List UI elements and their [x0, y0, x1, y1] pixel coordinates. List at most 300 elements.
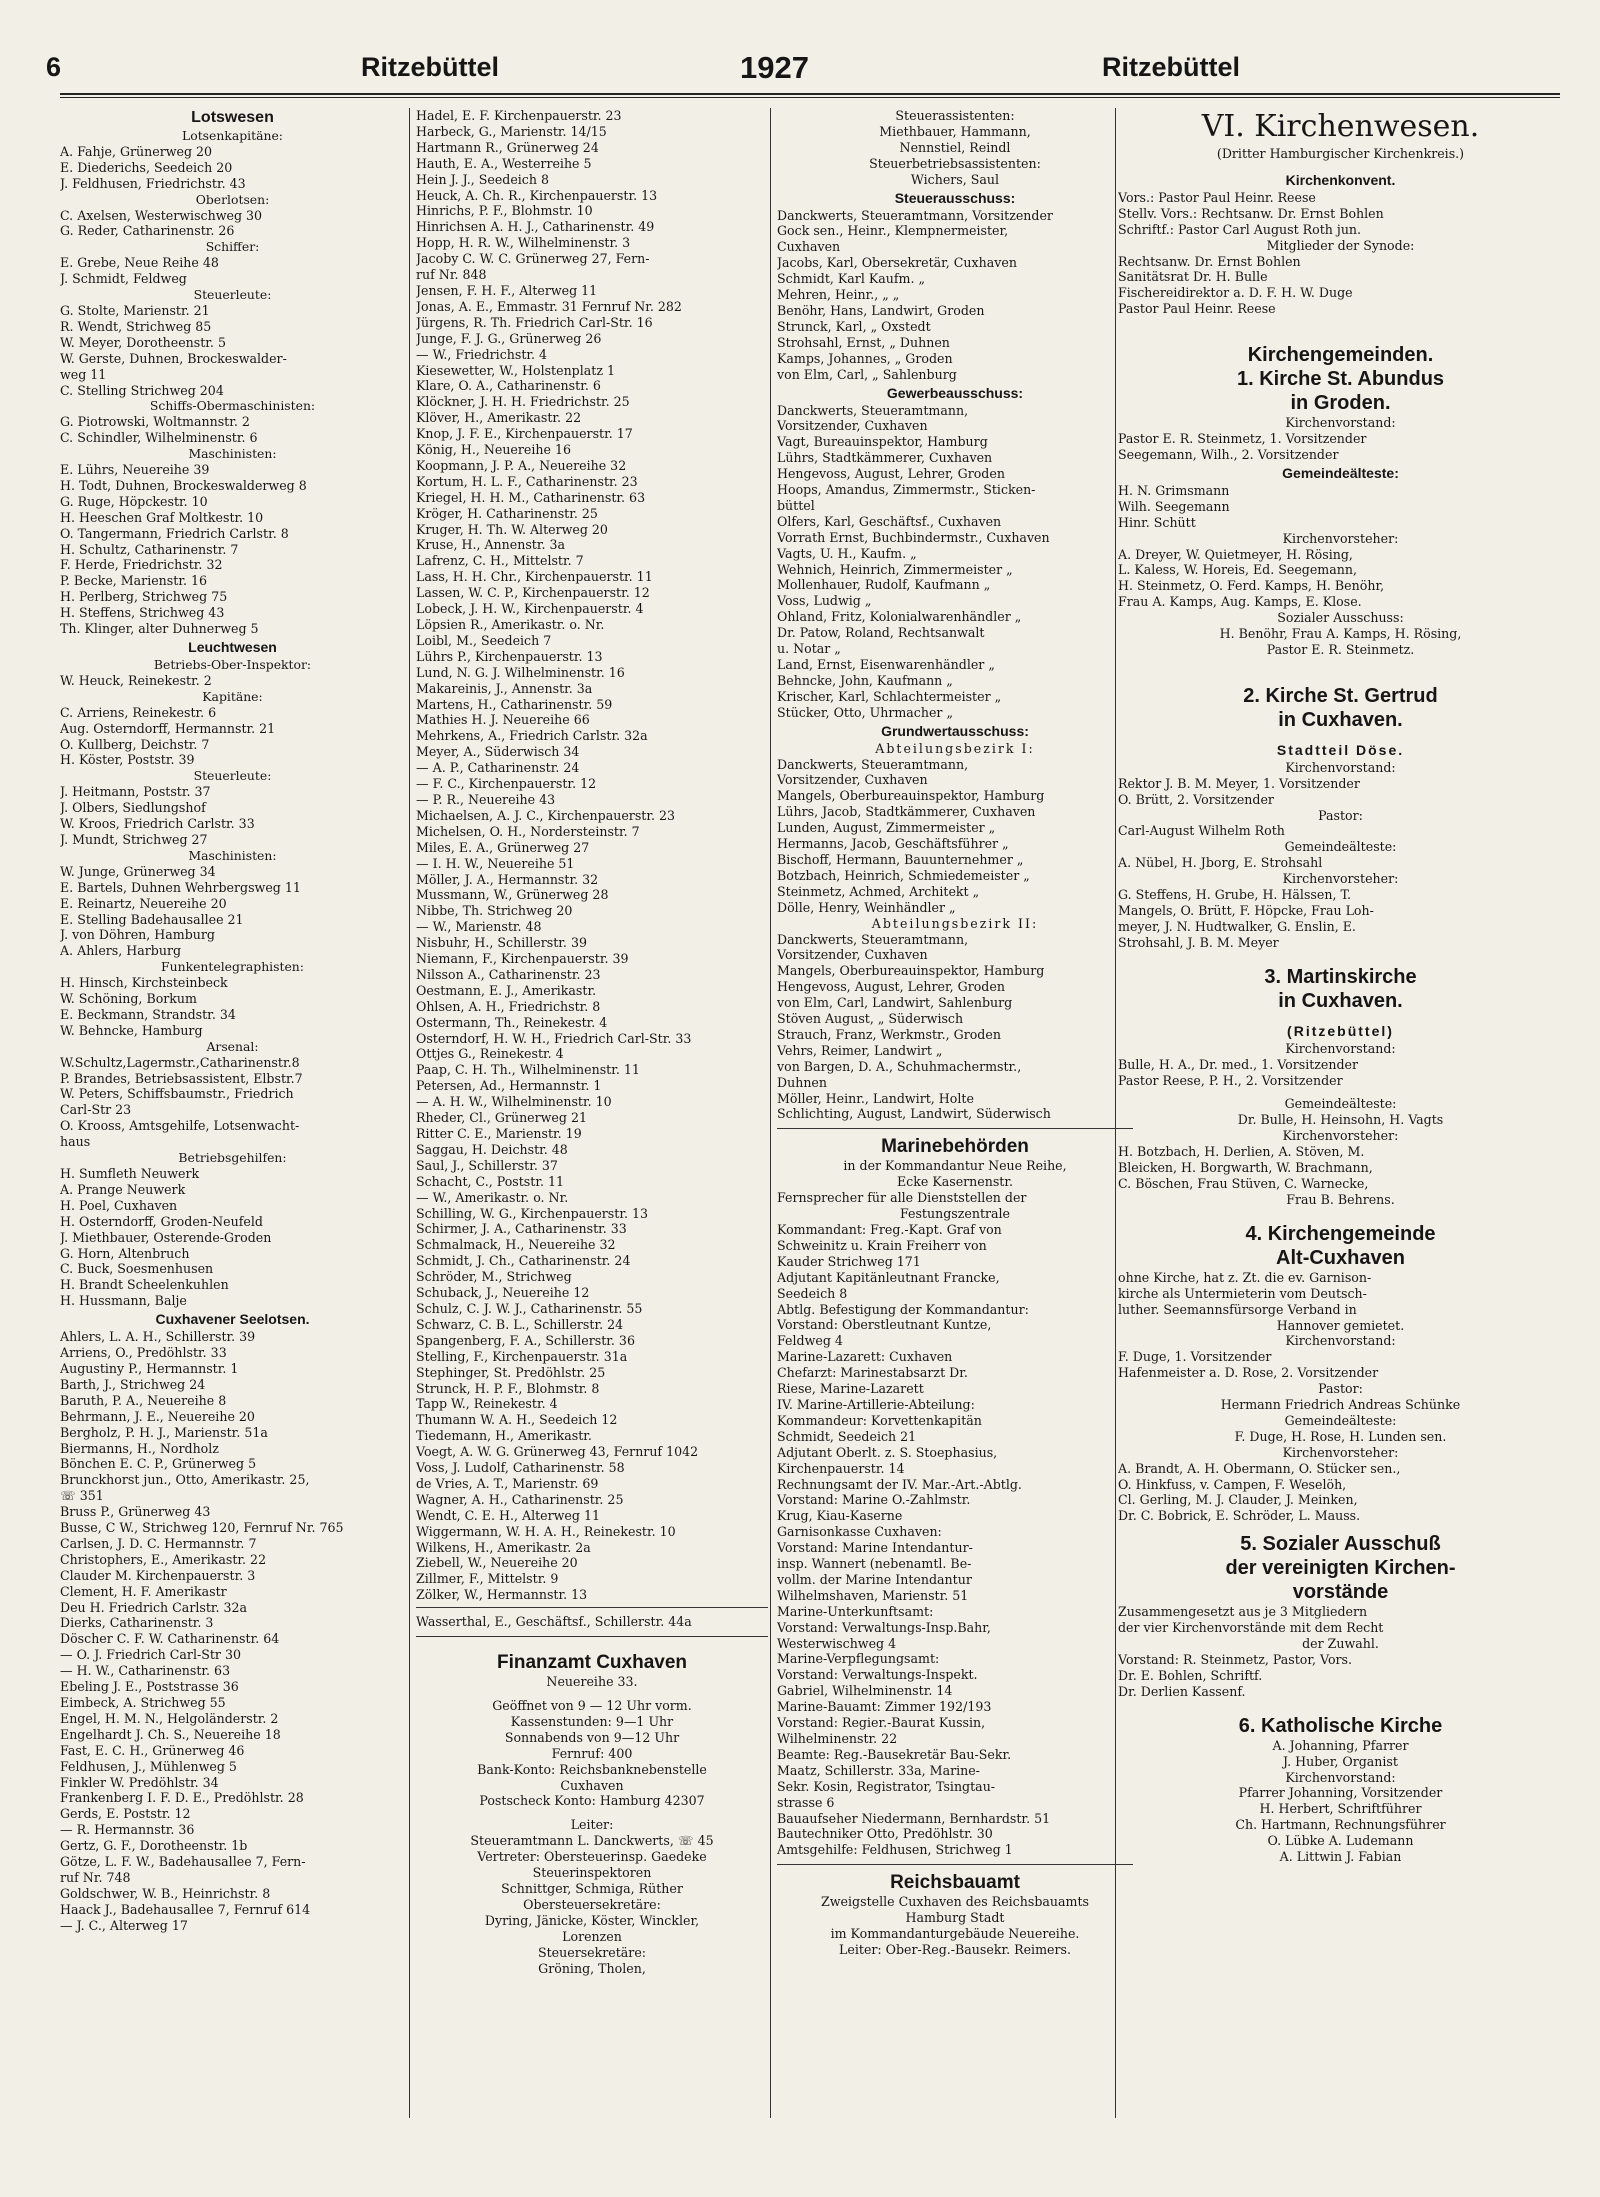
entry-line: W. Meyer, Dorotheenstr. 5: [60, 334, 226, 350]
entry-line: Lund, N. G. J. Wilhelminenstr. 16: [416, 664, 625, 680]
entry-line: Bleicken, H. Borgwarth, W. Brachmann,: [1118, 1160, 1373, 1176]
entry-line: insp. Wannert (nebenamtl. Be-: [777, 1556, 972, 1572]
section-heading: Finanzamt Cuxhaven: [496, 1652, 688, 1674]
entry-line: Bank-Konto: Reichsbanknebenstelle: [477, 1761, 707, 1777]
entry-line: Pastor E. R. Steinmetz, 1. Vorsitzender: [1118, 431, 1367, 447]
entry-line: Steueramtmann L. Danckwerts, ☏ 45: [470, 1833, 714, 1849]
entry-line: Vorsitzender, Cuxhaven: [777, 772, 928, 788]
entry-line: Heuck, A. Ch. R., Kirchenpauerstr. 13: [416, 187, 658, 203]
entry-line: Dyring, Jänicke, Köster, Winckler,: [484, 1912, 700, 1928]
entry-line: Michelsen, O. H., Nordersteinstr. 7: [416, 823, 640, 839]
entry-line: Miles, E. A., Grünerweg 27: [416, 839, 590, 855]
entry-line: H. Sumfleth Neuwerk: [60, 1166, 200, 1181]
entry-line: Schwarz, C. B. L., Schillerstr. 24: [416, 1316, 624, 1332]
entry-line: Rheder, Cl., Grünerweg 21: [416, 1110, 587, 1126]
entry-line: Michaelsen, A. J. C., Kirchenpauerstr. 23: [416, 807, 676, 823]
entry-line: E. Grebe, Neue Reihe 48: [60, 255, 219, 271]
entry-line: H. Hussmann, Balje: [60, 1293, 187, 1309]
entry-line: Kiesewetter, W., Holstenplatz 1: [416, 362, 615, 378]
entry-line: Engel, H. M. N., Helgoländerstr. 2: [60, 1710, 279, 1726]
entry-line: Christophers, E., Amerikastr. 22: [60, 1551, 267, 1567]
entry-line: Pastor:: [1318, 807, 1363, 823]
entry-line: J. Schmidt, Feldweg: [60, 271, 187, 287]
entry-line: Kirchenvorsteher:: [1282, 530, 1399, 546]
entry-line: Ziebell, W., Neuereihe 20: [416, 1555, 578, 1571]
entry-line: W. Heuck, Reinekestr. 2: [60, 672, 212, 688]
section-heading: Gewerbeausschuss:: [886, 384, 1024, 401]
section-heading: Alt-Cuxhaven: [1276, 1246, 1405, 1269]
entry-line: Pastor Paul Heinr. Reese: [1118, 301, 1276, 317]
entry-line: ruf Nr. 848: [416, 267, 487, 283]
entry-line: Riese, Marine-Lazarett: [777, 1381, 924, 1397]
section-heading: Stadtteil Döse.: [1276, 741, 1405, 758]
entry-line: Lührs, Jacob, Stadtkämmerer, Cuxhaven: [777, 804, 1036, 820]
entry-line: H. Perlberg, Strichweg 75: [60, 589, 228, 605]
entry-line: Sozialer Ausschuss:: [1277, 610, 1404, 626]
entry-line: Neuereihe 33.: [546, 1674, 638, 1690]
entry-line: Cl. Gerling, M. J. Clauder, J. Meinken,: [1118, 1492, 1358, 1508]
entry-line: Marine-Unterkunftsamt:: [777, 1603, 934, 1619]
entry-line: Brunckhorst jun., Otto, Amerikastr. 25,: [60, 1472, 310, 1488]
section-heading: Grundwertausschuss:: [881, 722, 1029, 739]
entry-line: Adjutant Kapitänleutnant Francke,: [777, 1269, 1000, 1285]
subheading: Kapitäne:: [202, 688, 263, 704]
entry-line: — W., Marienstr. 48: [416, 919, 542, 935]
entry-line: Gemeindeälteste:: [1284, 839, 1397, 855]
entry-line: P. Becke, Marienstr. 16: [60, 573, 207, 589]
entry-line: Tiedemann, H., Amerikastr.: [416, 1428, 592, 1444]
entry-line: Maatz, Schillerstr. 33a, Marine-: [777, 1762, 980, 1778]
entry-line: Carlsen, J. D. C. Hermannstr. 7: [60, 1535, 257, 1551]
entry-line: Stelling, F., Kirchenpauerstr. 31a: [416, 1348, 628, 1364]
entry-line: Obersteuersekretäre:: [523, 1896, 661, 1912]
spacer: [1118, 1700, 1563, 1714]
entry-line: Koopmann, J. P. A., Neuereihe 32: [416, 457, 627, 473]
entry-line: Hinrichsen A. H. J., Catharinenstr. 49: [416, 219, 655, 235]
entry-line: Lobeck, J. H. W., Kirchenpauerstr. 4: [416, 601, 644, 617]
entry-line: Vorstand: R. Steinmetz, Pastor, Vors.: [1118, 1652, 1353, 1667]
entry-line: Kirchenvorstand:: [1285, 1333, 1396, 1349]
entry-line: O. Hinkfuss, v. Campen, F. Weselöh,: [1118, 1476, 1347, 1492]
entry-line: P. Brandes, Betriebsassistent, Elbstr.7: [60, 1070, 303, 1086]
entry-line: Vagt, Bureauinspektor, Hamburg: [777, 434, 988, 450]
entry-line: F. Duge, 1. Vorsitzender: [1118, 1349, 1272, 1365]
entry-line: Behrmann, J. E., Neuereihe 20: [60, 1408, 255, 1424]
entry-line: H. Benöhr, Frau A. Kamps, H. Rösing,: [1219, 626, 1462, 642]
entry-line: IV. Marine-Artillerie-Abteilung:: [777, 1396, 975, 1412]
entry-line: Wiggermann, W. H. A. H., Reinekestr. 10: [416, 1523, 676, 1539]
entry-line: Lorenzen: [562, 1928, 622, 1944]
entry-line: Vorstand: Oberstleutnant Kuntze,: [777, 1317, 992, 1333]
entry-line: Miethbauer, Hammann,: [879, 123, 1031, 139]
entry-line: J. von Döhren, Hamburg: [60, 927, 215, 943]
entry-line: Vehrs, Reimer, Landwirt „: [777, 1042, 943, 1058]
entry-line: Mangels, O. Brütt, F. Höpcke, Frau Loh-: [1118, 903, 1374, 918]
entry-line: von Elm, Carl, „ Sahlenburg: [777, 366, 957, 382]
entry-line: Fernsprecher für alle Dienststellen der: [777, 1190, 1027, 1206]
entry-line: vollm. der Marine Intendantur: [777, 1571, 972, 1587]
entry-line: Bergholz, P. H. J., Marienstr. 51a: [60, 1424, 268, 1440]
entry-line: Wilh. Seegemann: [1118, 498, 1230, 514]
running-title-right: Ritzebüttel: [1102, 52, 1240, 82]
entry-line: Döscher C. F. W. Catharinenstr. 64: [60, 1631, 280, 1647]
entry-line: Finkler W. Predöhlstr. 34: [60, 1774, 219, 1790]
entry-line: Hermanns, Jacob, Geschäftsführer „: [777, 836, 1009, 852]
entry-line: Mehren, Heinr., „ „: [777, 287, 900, 303]
entry-line: Busse, C W., Strichweg 120, Fernruf Nr. 765: [60, 1520, 344, 1536]
entry-line: Zusammengesetzt aus je 3 Mitgliedern: [1118, 1604, 1368, 1620]
entry-line: Stellv. Vors.: Rechtsanw. Dr. Ernst Bohlen: [1118, 205, 1384, 221]
entry-line: Biermanns, H., Nordholz: [60, 1440, 219, 1456]
entry-line: u. Notar „: [777, 641, 841, 657]
entry-line: Kommandant: Freg.-Kapt. Graf von: [777, 1222, 1002, 1237]
entry-line: Lass, H. H. Chr., Kirchenpauerstr. 11: [416, 569, 653, 585]
entry-line: Clauder M. Kirchenpauerstr. 3: [60, 1567, 256, 1583]
entry-line: Danckwerts, Steueramtmann,: [777, 931, 969, 947]
spacer: [1118, 732, 1563, 740]
entry-line: G. Stolte, Marienstr. 21: [60, 302, 210, 318]
entry-line: Gerds, E. Poststr. 12: [60, 1806, 191, 1822]
entry-line: Westerwischweg 4: [777, 1635, 897, 1651]
entry-line: Kruger, H. Th. W. Alterweg 20: [416, 521, 608, 537]
section-heading: Kirchenkonvent.: [1285, 171, 1396, 188]
entry-line: — A. P., Catharinenstr. 24: [416, 760, 580, 776]
section-heading: 2. Kirche St. Gertrud: [1243, 684, 1438, 707]
year-title: 1927: [740, 50, 809, 85]
entry-line: H. Heeschen Graf Moltkestr. 10: [60, 509, 264, 525]
entry-line: — R. Hermannstr. 36: [60, 1822, 195, 1838]
entry-line: Krischer, Karl, Schlachtermeister „: [777, 688, 1002, 704]
entry-line: Bauaufseher Niedermann, Bernhardstr. 51: [777, 1810, 1051, 1826]
entry-line: Beamte: Reg.-Bausekretär Bau-Sekr.: [777, 1746, 1012, 1762]
entry-line: Hartmann R., Grünerweg 24: [416, 139, 599, 155]
entry-line: A. Dreyer, W. Quietmeyer, H. Rösing,: [1118, 546, 1353, 562]
entry-line: Mussmann, W., Grünerweg 28: [416, 887, 609, 903]
entry-line: ruf Nr. 748: [60, 1869, 131, 1885]
entry-line: — H. W., Catharinenstr. 63: [60, 1663, 231, 1679]
entry-line: Schirmer, J. A., Catharinenstr. 33: [416, 1221, 627, 1237]
entry-line: Baruth, P. A., Neuereihe 8: [60, 1392, 227, 1408]
entry-line: Garnisonkasse Cuxhaven:: [777, 1524, 942, 1540]
subheading: Arsenal:: [206, 1038, 259, 1054]
entry-line: Goldschwer, W. B., Heinrichstr. 8: [60, 1885, 271, 1901]
entry-line: Strunck, H. P. F., Blohmstr. 8: [416, 1380, 600, 1396]
entry-line: Ottjes G., Reinekestr. 4: [416, 1046, 564, 1062]
entry-line: Löpsien R., Amerikastr. o. Nr.: [416, 617, 605, 632]
entry-line: Kirchenvorstand:: [1285, 415, 1396, 431]
entry-line: Ecke Kasernenstr.: [896, 1174, 1014, 1190]
section-heading: (Ritzebüttel): [1287, 1022, 1394, 1039]
entry-line: Makareinis, J., Annenstr. 3a: [416, 680, 593, 696]
entry-line: H. Herbert, Schriftführer: [1259, 1801, 1422, 1817]
entry-line: von Bargen, D. A., Schuhmachermstr.,: [777, 1058, 1022, 1074]
entry-line: W. Kroos, Friedrich Carlstr. 33: [60, 816, 255, 832]
entry-line: Adjutant Oberlt. z. S. Stoephasius,: [777, 1444, 998, 1460]
entry-line: Lührs, Stadtkämmerer, Cuxhaven: [777, 450, 993, 466]
spacer: [1118, 1524, 1563, 1532]
entry-line: E. Reinartz, Neuereihe 20: [60, 895, 227, 911]
entry-line: H. Steffens, Strichweg 43: [60, 605, 225, 621]
spacer: [416, 1690, 768, 1698]
entry-line: Dr. Derlien Kassenf.: [1118, 1683, 1246, 1699]
entry-line: Gock sen., Heinr., Klempnermeister,: [777, 223, 1009, 239]
entry-line: A. Prange Neuwerk: [60, 1181, 186, 1197]
entry-line: E. Lührs, Neuereihe 39: [60, 462, 210, 478]
entry-line: Paap, C. H. Th., Wilhelminenstr. 11: [416, 1062, 640, 1078]
entry-line: G. Horn, Altenbruch: [60, 1245, 190, 1261]
entry-line: Schilling, W. G., Kirchenpauerstr. 13: [416, 1205, 648, 1221]
running-title-left: Ritzebüttel: [361, 52, 499, 82]
entry-line: Bulle, H. A., Dr. med., 1. Vorsitzender: [1118, 1056, 1359, 1072]
column-divider: [770, 108, 771, 2118]
entry-line: Möller, Heinr., Landwirt, Holte: [777, 1090, 974, 1106]
entry-line: Kirchenvorsteher:: [1282, 1444, 1399, 1460]
entry-line: Möller, J. A., Hermannstr. 32: [416, 871, 599, 887]
entry-line: Duhnen: [777, 1074, 827, 1090]
entry-line: Steuersekretäre:: [537, 1944, 647, 1960]
entry-line: Hein J. J., Seedeich 8: [416, 171, 549, 187]
entry-line: Kirchenvorsteher:: [1282, 871, 1399, 887]
seelotsen-list-continued: [416, 108, 768, 1603]
entry-line: Kriegel, H. H. M., Catharinenstr. 63: [416, 489, 646, 505]
entry-line: Jacobs, Karl, Obersekretär, Cuxhaven: [777, 255, 1017, 271]
entry-line: L. Kaless, W. Horeis, Ed. Seegemann,: [1118, 562, 1357, 578]
entry-line: (Dritter Hamburgischer Kirchenkreis.): [1216, 146, 1465, 161]
spacer: [1118, 1208, 1563, 1222]
entry-line: Ebeling J. E., Poststrasse 36: [60, 1679, 239, 1695]
entry-line: Bruss P., Grünerweg 43: [60, 1504, 211, 1520]
entry-line: Cuxhaven: [560, 1777, 624, 1793]
entry-line: H. Steinmetz, O. Ferd. Kamps, H. Benöhr,: [1118, 578, 1385, 594]
entry-line: von Elm, Carl, Landwirt, Sahlenburg: [777, 995, 1013, 1011]
entry-line: Kassenstunden: 9—1 Uhr: [510, 1713, 674, 1729]
entry-line: O. Tangermann, Friedrich Carlstr. 8: [60, 525, 289, 541]
entry-line: — W., Friedrichstr. 4: [416, 346, 548, 362]
entry-line: Wilkens, H., Amerikastr. 2a: [416, 1539, 591, 1555]
entry-line: H. Poel, Cuxhaven: [60, 1197, 178, 1213]
entry-line: Mitglieder der Synode:: [1266, 237, 1415, 253]
section-heading: Leuchtwesen: [188, 639, 277, 655]
section-heading: Cuxhavener Seelotsen.: [155, 1311, 310, 1328]
section-heading: 5. Sozialer Ausschuß: [1240, 1533, 1441, 1556]
entry-line: Mehrkens, A., Friedrich Carlstr. 32a: [416, 728, 648, 744]
entry-line: Pastor:: [1318, 1381, 1363, 1397]
entry-line: Kommandeur: Korvettenkapitän: [777, 1412, 982, 1428]
entry-line: Lassen, W. C. P., Kirchenpauerstr. 12: [416, 585, 650, 601]
entry-line: Wehnich, Heinrich, Zimmermeister „: [777, 561, 1013, 577]
entry-line: R. Wendt, Strichweg 85: [60, 318, 212, 334]
entry-line: Land, Ernst, Eisenwarenhändler „: [777, 657, 995, 672]
entry-line: H. Osterndorff, Groden-Neufeld: [60, 1213, 263, 1229]
entry-line: Marine-Lazarett: Cuxhaven: [777, 1349, 953, 1365]
entry-line: Schmidt, Seedeich 21: [777, 1428, 917, 1444]
entry-line: O. Lübke A. Ludemann: [1267, 1833, 1414, 1849]
entry-line: Klare, O. A., Catharinenstr. 6: [416, 378, 601, 394]
entry-line: E. Bartels, Duhnen Wehrbergsweg 11: [60, 879, 301, 895]
entry-line: Hinrichs, P. F., Blohmstr. 10: [416, 203, 593, 219]
entry-line: Krug, Kiau-Kaserne: [777, 1508, 903, 1524]
entry-line: der Zuwahl.: [1302, 1636, 1379, 1652]
entry-line: Junge, F. J. G., Grünerweg 26: [416, 330, 602, 346]
entry-line: luther. Seemannsfürsorge Verband in: [1118, 1301, 1357, 1317]
entry-line: Engelhardt J. Ch. S., Neuereihe 18: [60, 1726, 281, 1742]
entry-line: Marine-Verpflegungsamt:: [777, 1651, 940, 1667]
page-header: [40, 52, 1560, 92]
entry-line: C. Arriens, Reinekestr. 6: [60, 704, 217, 720]
entry-line: Steinmetz, Achmed, Architekt „: [777, 883, 980, 899]
entry-line: J. Heitmann, Poststr. 37: [60, 784, 211, 800]
entry-line: Steuerbetriebsassistenten:: [869, 155, 1041, 171]
spacer: [1118, 162, 1563, 170]
entry-line: Hannover gemietet.: [1276, 1317, 1405, 1333]
column-divider: [409, 108, 410, 2118]
entry-line: O. Brütt, 2. Vorsitzender: [1118, 791, 1274, 807]
section-heading: 1. Kirche St. Abundus: [1236, 368, 1445, 391]
entry-line: Schweinitz u. Krain Freiherr von: [777, 1237, 987, 1253]
entry-line: Clement, H. F. Amerikastr: [60, 1583, 227, 1599]
divider-line: [416, 1607, 768, 1608]
entry-line: Zweigstelle Cuxhaven des Reichsbauamts: [821, 1894, 1089, 1910]
entry-line: Marine-Bauamt: Zimmer 192/193: [777, 1699, 992, 1715]
entry-line: W. Gerste, Duhnen, Brockeswalder-: [60, 350, 287, 366]
entry-line: Steuerinspektoren: [532, 1865, 652, 1881]
entry-line: Hauth, E. A., Westerreihe 5: [416, 155, 592, 171]
entry-line: Schuback, J., Neuereihe 12: [416, 1285, 590, 1301]
entry-line: Strohsahl, J. B. M. Meyer: [1118, 934, 1279, 950]
entry-line: Schmalmack, H., Neuereihe 32: [416, 1237, 616, 1253]
entry-line: Gemeindeälteste:: [1284, 1096, 1397, 1112]
section-heading: 6. Katholische Kirche: [1238, 1714, 1443, 1737]
subheading: Schiffer:: [205, 239, 260, 255]
entry-line: Leiter:: [570, 1817, 614, 1833]
entry-line: Kirchenvorstand:: [1285, 759, 1396, 775]
entry-line: Steuerassistenten:: [895, 108, 1015, 123]
entry-line: Barth, J., Strichweg 24: [60, 1376, 206, 1392]
entry-line: — J. C., Alterweg 17: [60, 1917, 188, 1933]
entry-line: O. Krooss, Amtsgehilfe, Lotsenwacht-: [60, 1118, 300, 1134]
column-kirchenwesen: [1118, 108, 1563, 1865]
entry-line: Strohsahl, Ernst, „ Duhnen: [777, 334, 950, 350]
entry-line: Oestmann, E. J., Amerikastr.: [416, 982, 597, 998]
entry-line: Schmidt, J. Ch., Catharinenstr. 24: [416, 1253, 631, 1269]
entry-line: Hadel, E. F. Kirchenpauerstr. 23: [416, 108, 622, 123]
entry-line: H. Todt, Duhnen, Brockeswalderweg 8: [60, 477, 307, 493]
entry-line: Petersen, Ad., Hermannstr. 1: [416, 1078, 602, 1094]
column-lotswesen: [60, 108, 405, 1934]
entry-line: Aug. Osterndorff, Hermannstr. 21: [60, 720, 276, 736]
column-steuer-marine: [777, 108, 1133, 1958]
entry-line: Stöven August, „ Süderwisch: [777, 1011, 964, 1027]
entry-line: Festungszentrale: [899, 1206, 1011, 1222]
entry-line: Abtlg. Befestigung der Kommandantur:: [777, 1301, 1029, 1317]
entry-line: Zillmer, F., Mittelstr. 9: [416, 1571, 559, 1587]
finanzamt-section: [416, 1651, 768, 1976]
entry-line: W. Junge, Grünerweg 34: [60, 863, 216, 879]
entry-line: Dölle, Henry, Weinhändler „: [777, 899, 956, 915]
entry-line: W. Behncke, Hamburg: [60, 1022, 203, 1038]
entry-line: kirche als Untermieterin vom Deutsch-: [1118, 1285, 1367, 1301]
entry-line: Ostermann, Th., Reinekestr. 4: [416, 1014, 608, 1030]
entry-line: Danckwerts, Steueramtmann, Vorsitzender: [777, 207, 1053, 223]
entry-line: Gertz, G. F., Dorotheenstr. 1b: [60, 1838, 248, 1854]
entry-line: Nilsson A., Catharinenstr. 23: [416, 966, 601, 982]
spacer: [1118, 1088, 1563, 1096]
entry-line: Pastor Reese, P. H., 2. Vorsitzender: [1118, 1072, 1343, 1088]
entry-line: F. Herde, Friedrichstr. 32: [60, 557, 223, 573]
entry-line: Bautechniker Otto, Predöhlstr. 30: [777, 1826, 993, 1842]
entry-line: Stücker, Otto, Uhrmacher „: [777, 704, 953, 720]
entry-line: Sekr. Kosin, Registrator, Tsingtau-: [777, 1778, 996, 1794]
entry-line: Meyer, A., Süderwisch 34: [416, 744, 580, 760]
section-heading: Steuerausschuss:: [894, 189, 1016, 206]
entry-line: G. Reder, Catharinenstr. 26: [60, 223, 235, 239]
entry-line: Abteilungsbezirk II:: [871, 915, 1039, 931]
entry-line: J. Mundt, Strichweg 27: [60, 831, 208, 847]
entry-line: G. Piotrowski, Woltmannstr. 2: [60, 414, 250, 430]
entry-line: Nennstiel, Reindl: [899, 139, 1011, 155]
entry-line: Schnittger, Schmiga, Rüther: [501, 1880, 683, 1896]
entry-line: Harbeck, G., Marienstr. 14/15: [416, 123, 607, 139]
entry-line: der vier Kirchenvorstände mit dem Recht: [1118, 1620, 1384, 1636]
entry-line: Seedeich 8: [777, 1285, 848, 1301]
entry-line: Jürgens, R. Th. Friedrich Carl-Str. 16: [416, 314, 653, 330]
entry-line: G. Steffens, H. Grube, H. Hälssen, T.: [1118, 887, 1351, 903]
entry-line: Frau B. Behrens.: [1286, 1191, 1395, 1207]
spacer: [1118, 317, 1563, 343]
entry-line: im Kommandanturgebäude Neuereihe.: [830, 1926, 1080, 1942]
entry-line: Hinr. Schütt: [1118, 514, 1196, 530]
entry-line: Carl-Str 23: [60, 1102, 132, 1118]
entry-line: Osterndorf, H. W. H., Friedrich Carl-Str. 33: [416, 1030, 692, 1046]
entry-line: Fischereidirektor a. D. F. H. W. Duge: [1118, 285, 1353, 301]
entry-line: Frau A. Kamps, Aug. Kamps, E. Klose.: [1118, 594, 1362, 610]
header-rule-thin: [60, 97, 1560, 98]
entry-line: Hengevoss, August, Lehrer, Groden: [777, 466, 1005, 482]
entry-line: Vorstand: Marine Intendantur-: [777, 1540, 973, 1556]
entry-line: — F. C., Kirchenpauerstr. 12: [416, 776, 597, 792]
entry-line: Eimbeck, A. Strichweg 55: [60, 1695, 226, 1710]
section-heading: Lotswesen: [191, 109, 274, 126]
entry-line: Klöver, H., Amerikastr. 22: [416, 410, 582, 426]
spacer: [1118, 658, 1563, 684]
entry-line: Gröning, Tholen,: [538, 1960, 646, 1976]
section-heading: Marinebehörden: [881, 1136, 1029, 1158]
entry-line: Kamps, Johannes, „ Groden: [777, 350, 953, 366]
entry-line: Abteilungsbezirk I:: [875, 740, 1035, 756]
entry-line: ☏ 351: [60, 1488, 104, 1504]
entry-line: H. Schultz, Catharinenstr. 7: [60, 541, 239, 557]
entry-line: Vertreter: Obersteuerinsp. Gaedeke: [477, 1849, 707, 1865]
entry-line: W.Schultz,Lagermstr.,Catharinenstr.8: [60, 1054, 300, 1070]
entry-line: Olfers, Karl, Geschäftsf., Cuxhaven: [777, 513, 1002, 529]
header-rule: [60, 93, 1560, 95]
entry-line: Feldhusen, J., Mühlenweg 5: [60, 1758, 237, 1774]
entry-line: Bischoff, Hermann, Bauunternehmer „: [777, 851, 1024, 867]
entry-line: A. Fahje, Grünerweg 20: [60, 143, 213, 159]
entry-line: Nibbe, Th. Strichweg 20: [416, 903, 573, 919]
subheading: Lotsenkapitäne:: [182, 128, 283, 143]
entry-line: Vors.: Pastor Paul Heinr. Reese: [1118, 189, 1316, 205]
subheading: Steuerleute:: [193, 287, 272, 303]
subheading: Betriebsgehilfen:: [178, 1150, 287, 1166]
entry-line: Mangels, Oberbureauinspektor, Hamburg: [777, 788, 1045, 804]
entry-line: H. Brandt Scheelenkuhlen: [60, 1277, 229, 1293]
entry-line: Vorsitzender, Cuxhaven: [777, 947, 928, 963]
section-heading: Gemeindeälteste:: [1282, 464, 1399, 481]
entry-line: Vagts, U. H., Kaufm. „: [777, 545, 917, 561]
entry-line: Klöckner, J. H. H. Friedrichstr. 25: [416, 394, 630, 410]
section-heading: vorstände: [1292, 1581, 1389, 1604]
